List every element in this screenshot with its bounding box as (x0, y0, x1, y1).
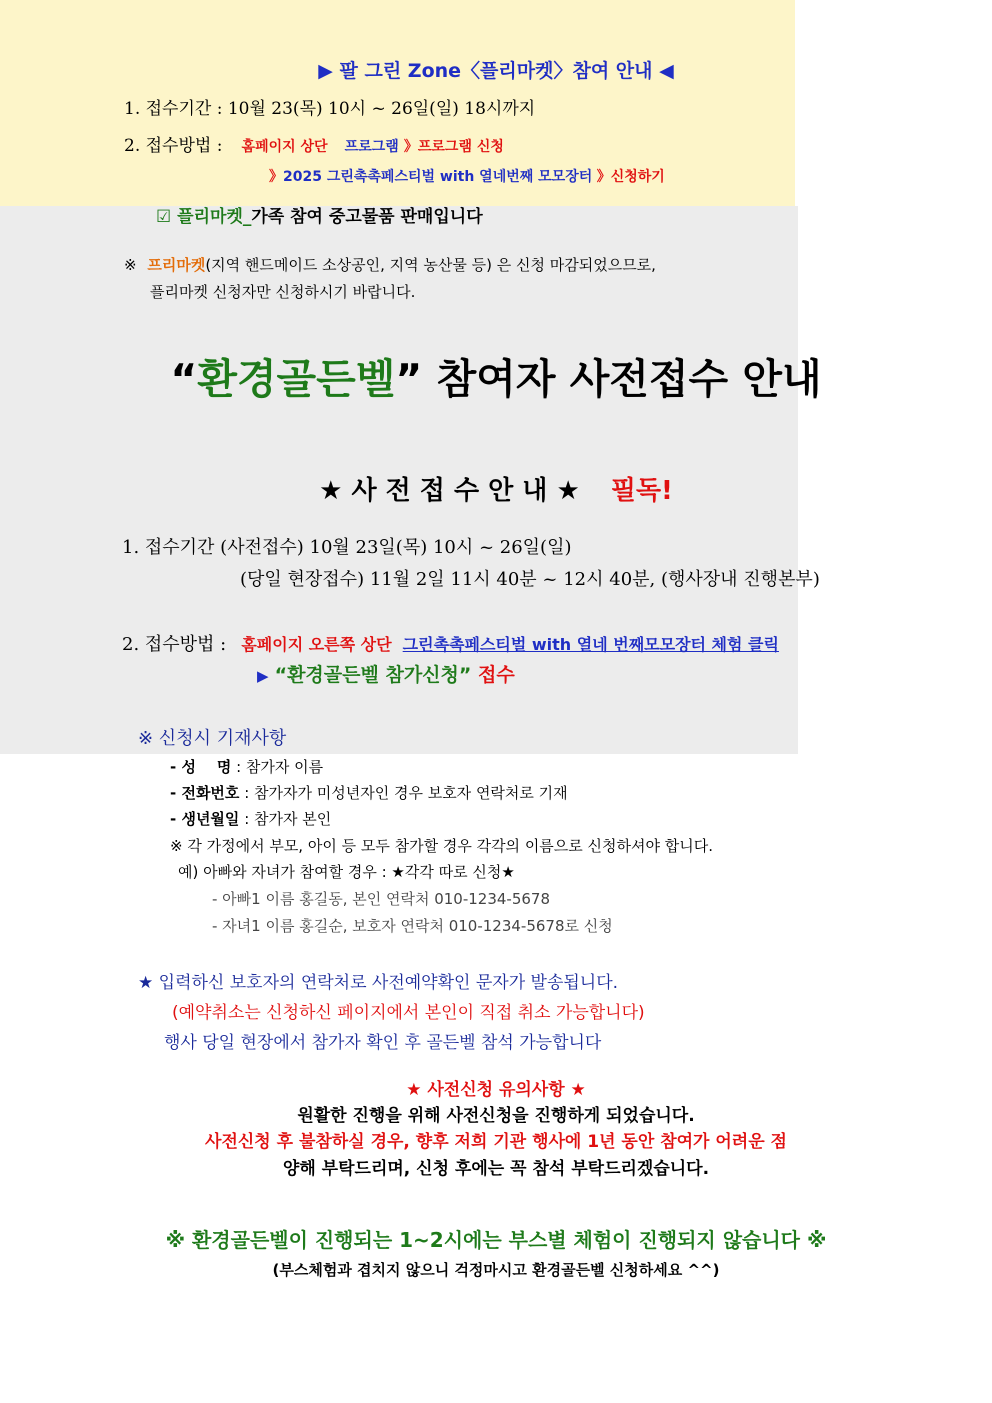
method-homepage: 홈페이지 오른쪽 상단 (241, 635, 392, 654)
flea-check-line (156, 202, 483, 227)
quote-close: ” (395, 355, 423, 403)
period-line2: (당일 현장접수) 11월 2일 11시 40분 ~ 12시 40분, (행사장내 진행본부) (240, 569, 820, 590)
quote-open: “ (170, 355, 198, 403)
onsite-line: 행사 당일 현장에서 참가자 확인 후 골든벨 참석 가능합니다 (164, 1033, 602, 1053)
flea-method-label: 2. 접수방법 : (124, 136, 223, 156)
flea-method-homepage: 홈페이지 상단 (241, 139, 328, 155)
item-phone-value: : 참가자가 미성년자인 경우 보호자 연락처로 기재 (239, 784, 568, 802)
example: 예) 아빠와 자녀가 참여할 경우 : ★각각 따로 신청★ (178, 863, 515, 881)
flea-note-freemarket: 프리마켓 (147, 256, 206, 274)
item-phone-label: - 전화번호 (170, 784, 240, 802)
notice-title: ※ 신청시 기재사항 (138, 728, 287, 749)
example-child: - 자녀1 이름 홍길순, 보호자 연락처 010-1234-5678로 신청 (212, 917, 613, 935)
flea-method (124, 131, 504, 156)
sms-line: ★ 입력하신 보호자의 연락처로 사전예약확인 문자가 발송됩니다. (138, 973, 619, 993)
flea-note-line2: 플리마켓 신청자만 신청하시기 바랍니다. (150, 283, 416, 301)
example-dad: - 아빠1 이름 홍길동, 본인 연락처 010-1234-5678 (212, 890, 551, 908)
item-phone (170, 782, 568, 803)
flea-method-program: 프로그램 (344, 139, 399, 155)
item-birth-label: - 생년월일 (170, 810, 240, 828)
period-line1: 1. 접수기간 (사전접수) 10월 23일(목) 10시 ~ 26일(일) (122, 537, 572, 558)
note-mark: ※ (124, 256, 137, 274)
main-title (0, 346, 992, 405)
flea-title: ▶ 팔 그린 Zone〈플리마켓〉참여 안내 ◀ (318, 60, 674, 82)
item-name (170, 756, 323, 777)
item-birth (170, 808, 331, 829)
item-name-label: - 성 명 (170, 758, 232, 776)
main-title-rest: 참여자 사전접수 안내 (422, 355, 822, 403)
flea-apply: 》신청하기 (596, 169, 665, 185)
arrow-right-icon: ▶ (257, 667, 269, 685)
must-read-badge: 필독! (610, 476, 673, 506)
caution-line3: 양해 부탁드리며, 신청 후에는 꼭 참석 부탁드리겠습니다. (282, 1159, 710, 1179)
family-note: ※ 각 가정에서 부모, 아이 등 모두 참가할 경우 각각의 이름으로 신청하셔야 합니다. (170, 837, 714, 855)
item-name-value: : 참가자 이름 (231, 758, 324, 776)
flea-note-text: (지역 핸드메이드 소상공인, 지역 농산물 등) 은 신청 마감되었으므로, (205, 256, 656, 274)
section-heading-text: ★ 사 전 접 수 안 내 ★ (319, 476, 580, 506)
section-heading (0, 470, 992, 507)
flea-method-line2 (269, 166, 665, 186)
footer-line2: (부스체험과 겹치지 않으니 걱정마시고 환경골든벨 신청하세요 ^^) (272, 1261, 720, 1279)
method-line (122, 630, 779, 656)
method-apply-name: “환경골든벨 참가신청” (274, 664, 472, 686)
caution-line1: 원활한 진행을 위해 사전신청을 진행하게 되었습니다. (297, 1106, 695, 1126)
flea-check-market: 플리마켓_ (177, 207, 252, 227)
caution-line2: 사전신청 후 불참하실 경우, 향후 저희 기관 행사에 1년 동안 참여가 어려운 점 (205, 1132, 787, 1152)
method-apply-end: 접수 (471, 664, 515, 686)
flea-method-program-apply: 》프로그램 신청 (403, 139, 504, 155)
flea-arrow: 》 (269, 169, 283, 185)
flea-check-desc: 가족 참여 중고물품 판매입니다 (251, 207, 483, 227)
flea-festival-link[interactable]: 2025 그린촉촉페스티벌 with 열네번째 모모장터 (283, 169, 593, 185)
main-title-goldenbell: 환경골든벨 (197, 355, 396, 403)
item-birth-value: : 참가자 본인 (239, 810, 332, 828)
cancel-line: (예약취소는 신청하신 페이지에서 본인이 직접 취소 가능합니다) (172, 1003, 645, 1023)
method-label: 2. 접수방법 : (122, 634, 227, 655)
method-line2 (257, 660, 515, 687)
flea-note (124, 254, 656, 275)
festival-link[interactable]: 그린촉촉페스티벌 with 열네 번째모모장터 체험 클릭 (402, 635, 779, 654)
footer-line1: ※ 환경골든벨이 진행되는 1~2시에는 부스별 체험이 진행되지 않습니다 ※ (165, 1228, 827, 1252)
flea-period: 1. 접수기간 : 10월 23(목) 10시 ~ 26일(일) 18시까지 (124, 99, 536, 119)
checkbox-icon: ☑ (156, 207, 172, 227)
caution-title: ★ 사전신청 유의사항 ★ (406, 1080, 586, 1100)
